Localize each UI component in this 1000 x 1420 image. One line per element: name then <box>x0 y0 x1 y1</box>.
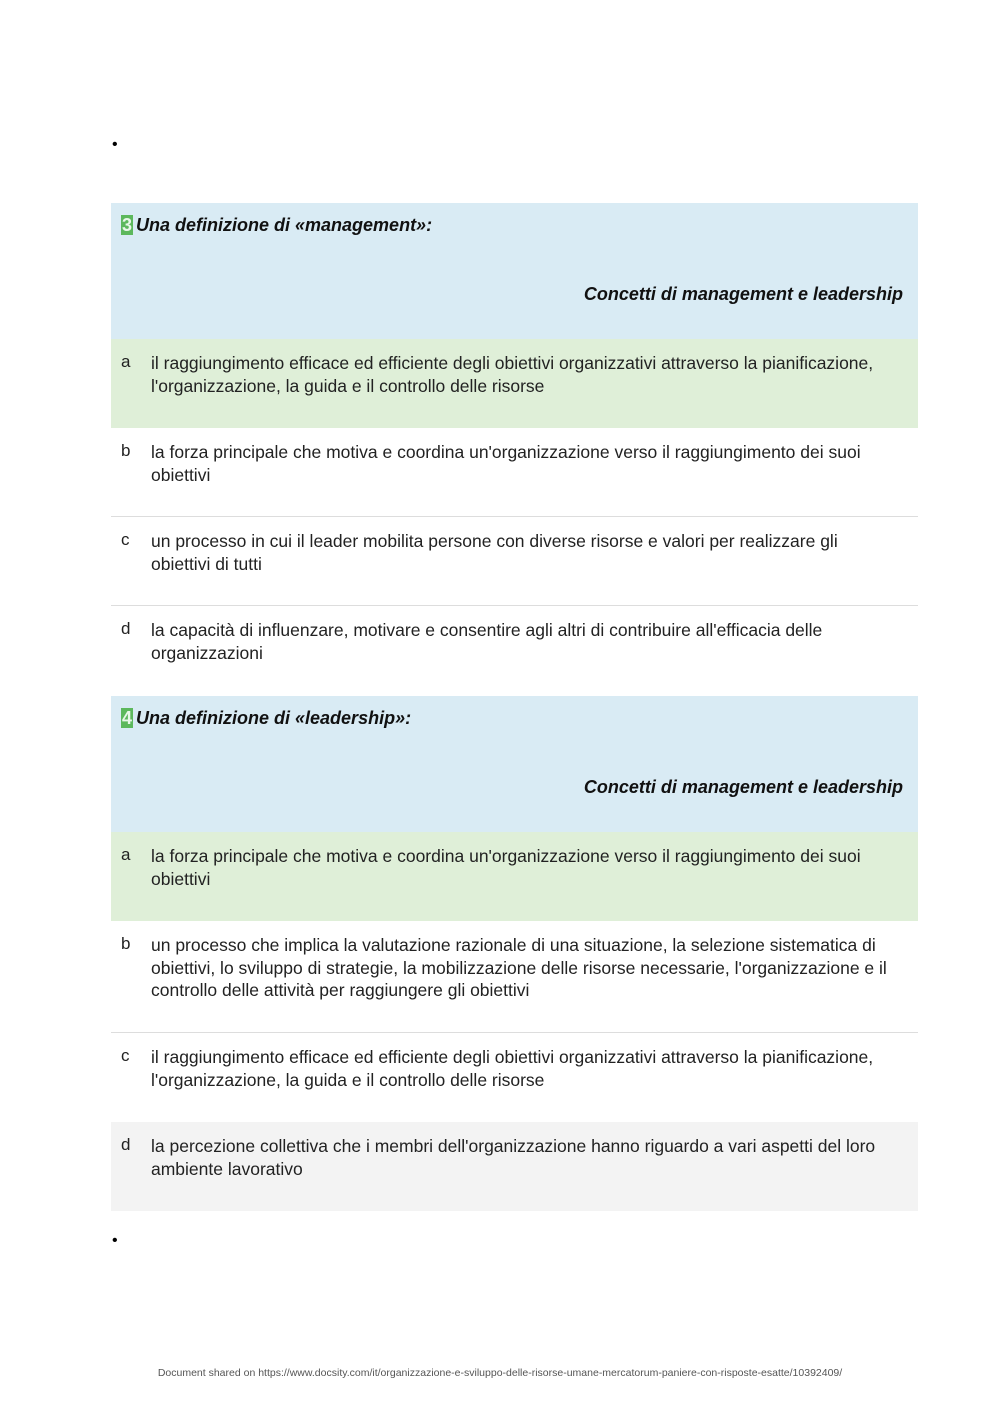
question-number: 4 <box>122 708 133 728</box>
answer-option[interactable] <box>111 606 918 695</box>
answer-text: la capacità di influenzare, motivare e consentire agli altri di contribuire all'efficacia delle organizzazioni <box>151 620 823 663</box>
answer-option[interactable] <box>111 428 918 517</box>
answer-text: la forza principale che motiva e coordina un'organizzazione verso il raggiungimento dei suoi obiettivi <box>151 846 861 889</box>
question-header <box>111 203 918 339</box>
question-text: Una definizione di «leadership»: <box>136 708 412 728</box>
answer-text: un processo che implica la valutazione razionale di una situazione, la selezione sistematica di obiettivi, lo sviluppo di strategie, la mobilizzazione delle risorse necessarie, l'organizzazione e il controllo delle attività per raggiungere gli obiettivi <box>151 935 887 1000</box>
answer-letter: d <box>121 619 131 638</box>
answer-letter: b <box>121 441 131 460</box>
answer-letter: b <box>121 934 131 953</box>
answer-text: un processo in cui il leader mobilita persone con diverse risorse e valori per realizzare gli obiettivi di tutti <box>151 531 838 574</box>
answer-letter: a <box>121 845 131 864</box>
answer-text: il raggiungimento efficace ed efficiente degli obiettivi organizzativi attraverso la pianificazione, l'organizzazione, la guida e il controllo delle risorse <box>151 353 874 396</box>
question-number: 3 <box>122 215 133 235</box>
question-text: Una definizione di «management»: <box>136 215 433 235</box>
question-header <box>111 696 918 832</box>
answer-letter: a <box>121 352 131 371</box>
question-topic: Concetti di management e leadership <box>583 777 903 797</box>
question-title <box>121 708 411 729</box>
answer-option[interactable] <box>111 1122 918 1211</box>
question-topic: Concetti di management e leadership <box>583 284 903 304</box>
answer-letter: d <box>121 1135 131 1154</box>
question-block <box>111 203 918 695</box>
bullet-marker: • <box>112 136 118 153</box>
question-block <box>111 696 918 1211</box>
answer-option-correct[interactable] <box>111 339 918 428</box>
document-footer: Document shared on https://www.docsity.com/it/organizzazione-e-sviluppo-delle-risorse-umane-mercatorum-paniere-con-risposte-esatte/10392409/ <box>157 1367 843 1379</box>
question-title <box>121 215 432 236</box>
answer-text: la forza principale che motiva e coordina un'organizzazione verso il raggiungimento dei suoi obiettivi <box>151 442 861 485</box>
answer-text: la percezione collettiva che i membri dell'organizzazione hanno riguardo a vari aspetti del loro ambiente lavorativo <box>151 1136 876 1179</box>
answer-letter: c <box>121 1046 130 1065</box>
bullet-marker: • <box>112 1232 118 1249</box>
answer-option-correct[interactable] <box>111 832 918 921</box>
answer-text: il raggiungimento efficace ed efficiente degli obiettivi organizzativi attraverso la pianificazione, l'organizzazione, la guida e il controllo delle risorse <box>151 1047 874 1090</box>
answer-option[interactable] <box>111 921 918 1033</box>
answer-option[interactable] <box>111 517 918 606</box>
answer-letter: c <box>121 530 130 549</box>
answer-option[interactable] <box>111 1033 918 1122</box>
